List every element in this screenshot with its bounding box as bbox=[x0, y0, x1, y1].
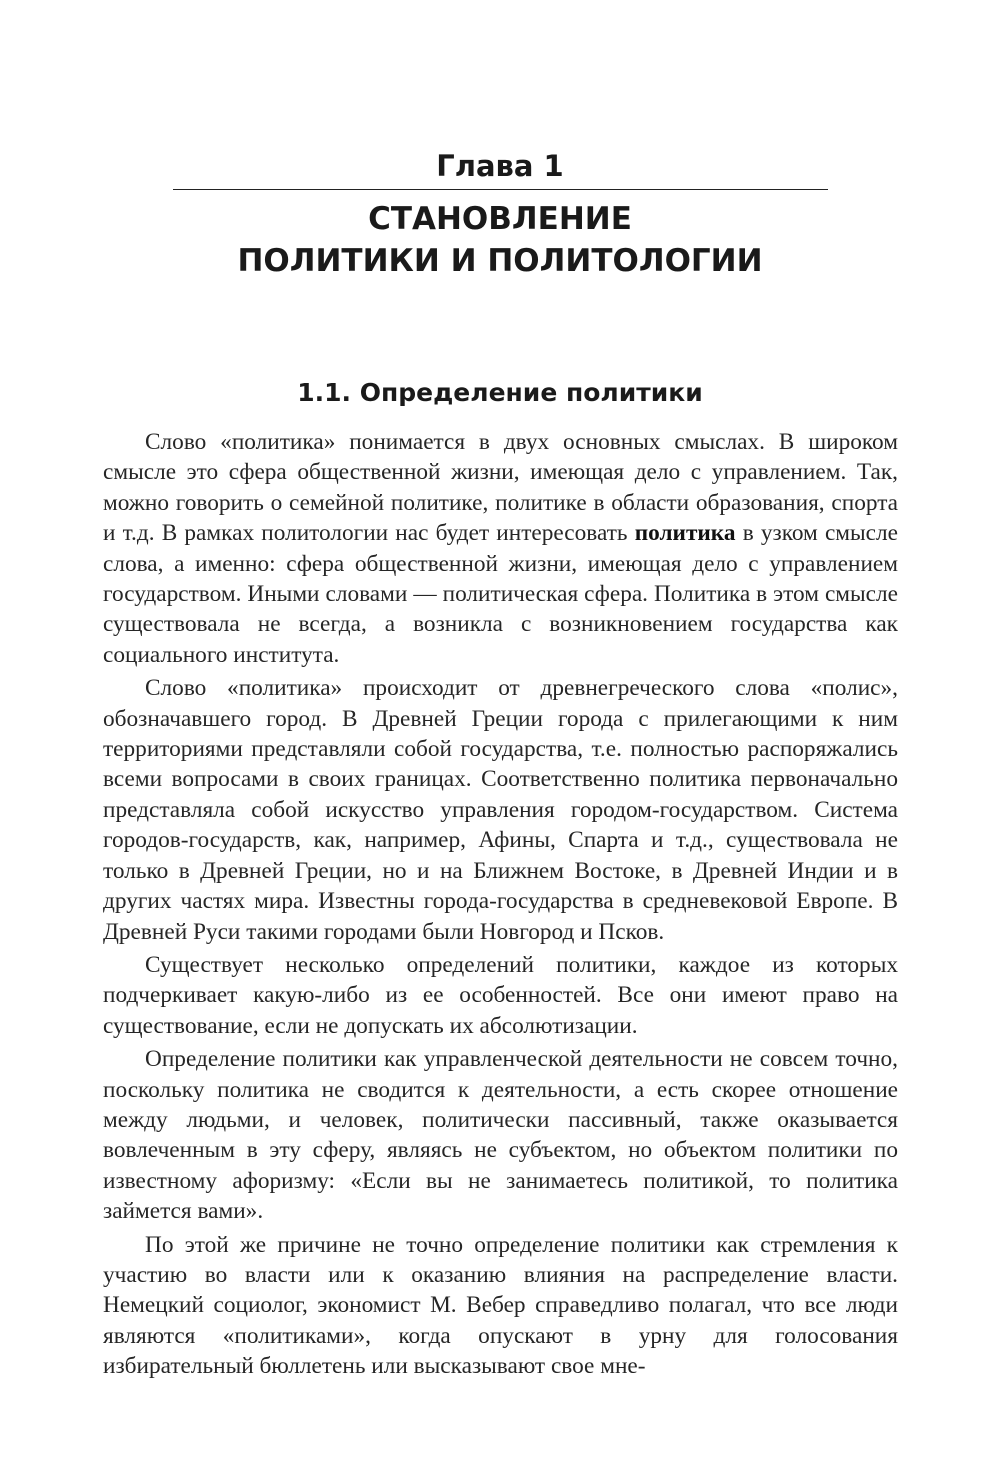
chapter-divider bbox=[173, 189, 828, 190]
paragraph-2: Слово «политика» происходит от древнегреческого слова «полис», обозначавшего город. В Древней Греции города с прилегающими к ним территориями представляли собой государства, т.е. полностью распоряжались всеми вопросами в своих границах. Соответственно политика первоначально представляла собой искусство управления городом-государством. Система городов-государств, как, например, Афины, Спарта и т.д., существовала не только в Древней Греции, но и на Ближнем Востоке, в Древней Индии и в других частях мира. Известны города-государства в средневековой Европе. В Древней Руси такими городами были Новгород и Псков. bbox=[103, 675, 898, 945]
paragraph-1-before: Слово «политика» понимается в двух основных смыслах. В широком смысле это сфера общественной жизни, имеющая дело с управлением. Так, можно говорить о семейной политике, политике в области образования, спорта и т.д. В рамках политологии нас будет интересовать bbox=[103, 429, 898, 547]
section-title: 1.1. Определение политики bbox=[297, 378, 703, 407]
paragraph-3: Существует несколько определений политики, каждое из которых подчеркивает какую-либо из ее особенностей. Все они имеют право на существование, если не допускать их абсолютизации. bbox=[103, 951, 898, 1039]
body-text bbox=[103, 427, 898, 1385]
paragraph-1-after: в узком смысле слова, а именно: сфера общественной жизни, имеющая дело с управлением государством. Иными словами — политическая сфера. Политика в этом смысле существовала не всегда, а возникла с возникновением государства как социального института. bbox=[103, 520, 898, 668]
chapter-title-line-1: СТАНОВЛЕНИЕ bbox=[368, 201, 632, 237]
chapter-title-line-2: ПОЛИТИКИ И ПОЛИТОЛОГИИ bbox=[237, 243, 763, 279]
chapter-title bbox=[0, 198, 1000, 282]
paragraph-4: Определение политики как управленческой деятельности не совсем точно, поскольку политика не сводится к деятельности, а есть скорее отношение между людьми, и человек, политически пассивный, также оказывается вовлеченным в эту сферу, являясь не субъектом, но объектом политики по известному афоризму: «Если вы не занимаетесь политикой, то политика займется вами». bbox=[103, 1046, 898, 1225]
paragraph-5: По этой же причине не точно определение политики как стремления к участию во власти или к оказанию влияния на распределение власти. Немецкий социолог, экономист М. Вебер справедливо полагал, что все люди являются «политиками», когда опускают в урну для голосования избирательный бюллетень или высказывают свое мне- bbox=[103, 1231, 898, 1380]
chapter-label: Глава 1 bbox=[436, 149, 564, 183]
term-politika: политика bbox=[634, 520, 736, 547]
paragraph-1 bbox=[103, 427, 898, 670]
